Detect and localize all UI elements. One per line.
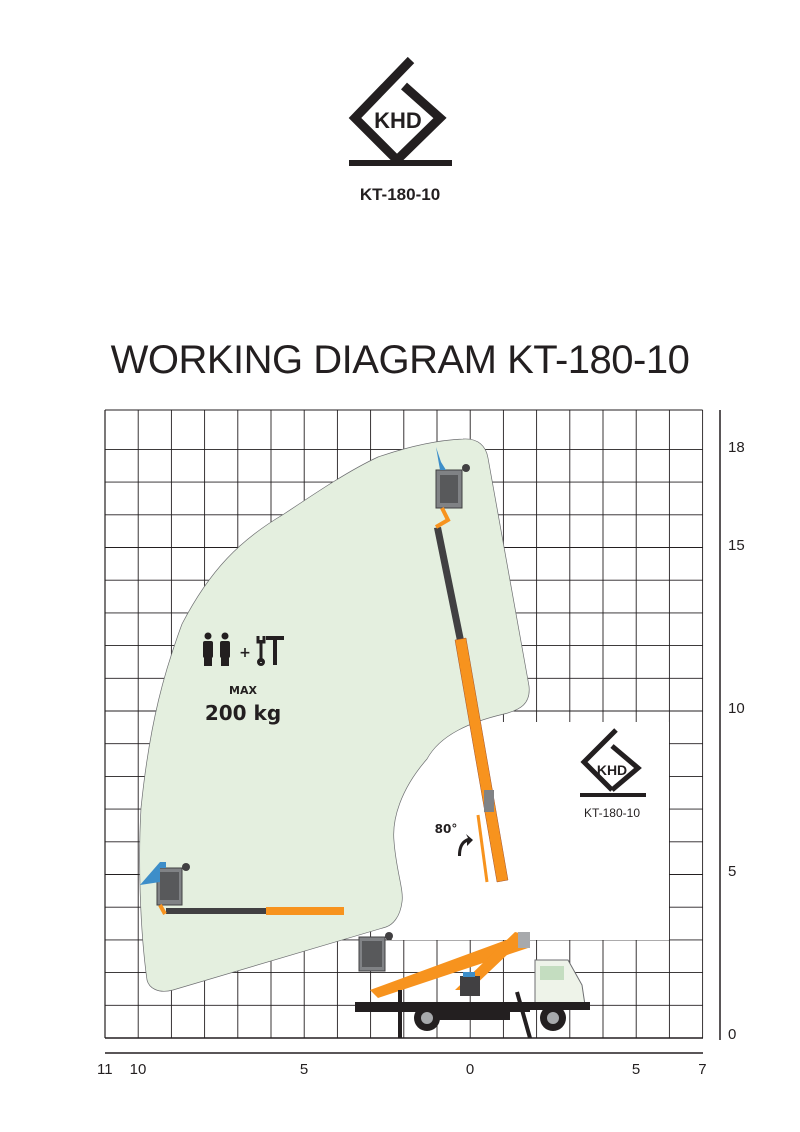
x-axis-tick-label: 5 xyxy=(299,1061,309,1078)
svg-text:+: + xyxy=(239,645,251,661)
x-axis-tick-label: 0 xyxy=(465,1061,475,1078)
x-axis-tick-label: 7 xyxy=(698,1061,707,1078)
clear-area xyxy=(392,722,669,940)
y-axis-tick-label: 10 xyxy=(728,700,745,717)
inner-logo-brand: KHD xyxy=(596,762,628,778)
y-axis-tick-label: 0 xyxy=(728,1026,737,1043)
capacity-label: MAX xyxy=(229,684,257,697)
x-axis-tick-label: 11 xyxy=(97,1061,113,1078)
y-axis-tick-label: 18 xyxy=(728,439,745,457)
y-axis-tick-label: 5 xyxy=(728,863,737,880)
x-axis-tick-label: 5 xyxy=(631,1061,641,1078)
page-title: WORKING DIAGRAM KT-180-10 xyxy=(110,338,690,382)
svg-text:KHD: KHD xyxy=(374,108,422,133)
truck xyxy=(355,932,590,1038)
rotation-label: 80° xyxy=(434,822,458,836)
logo-model-caption: KT-180-10 xyxy=(359,185,441,204)
capacity-value: 200 kg xyxy=(204,701,282,725)
inner-logo-model: KT-180-10 xyxy=(583,806,641,820)
y-axis-tick-label: 15 xyxy=(728,537,745,554)
x-axis-tick-label: 10 xyxy=(129,1061,147,1078)
